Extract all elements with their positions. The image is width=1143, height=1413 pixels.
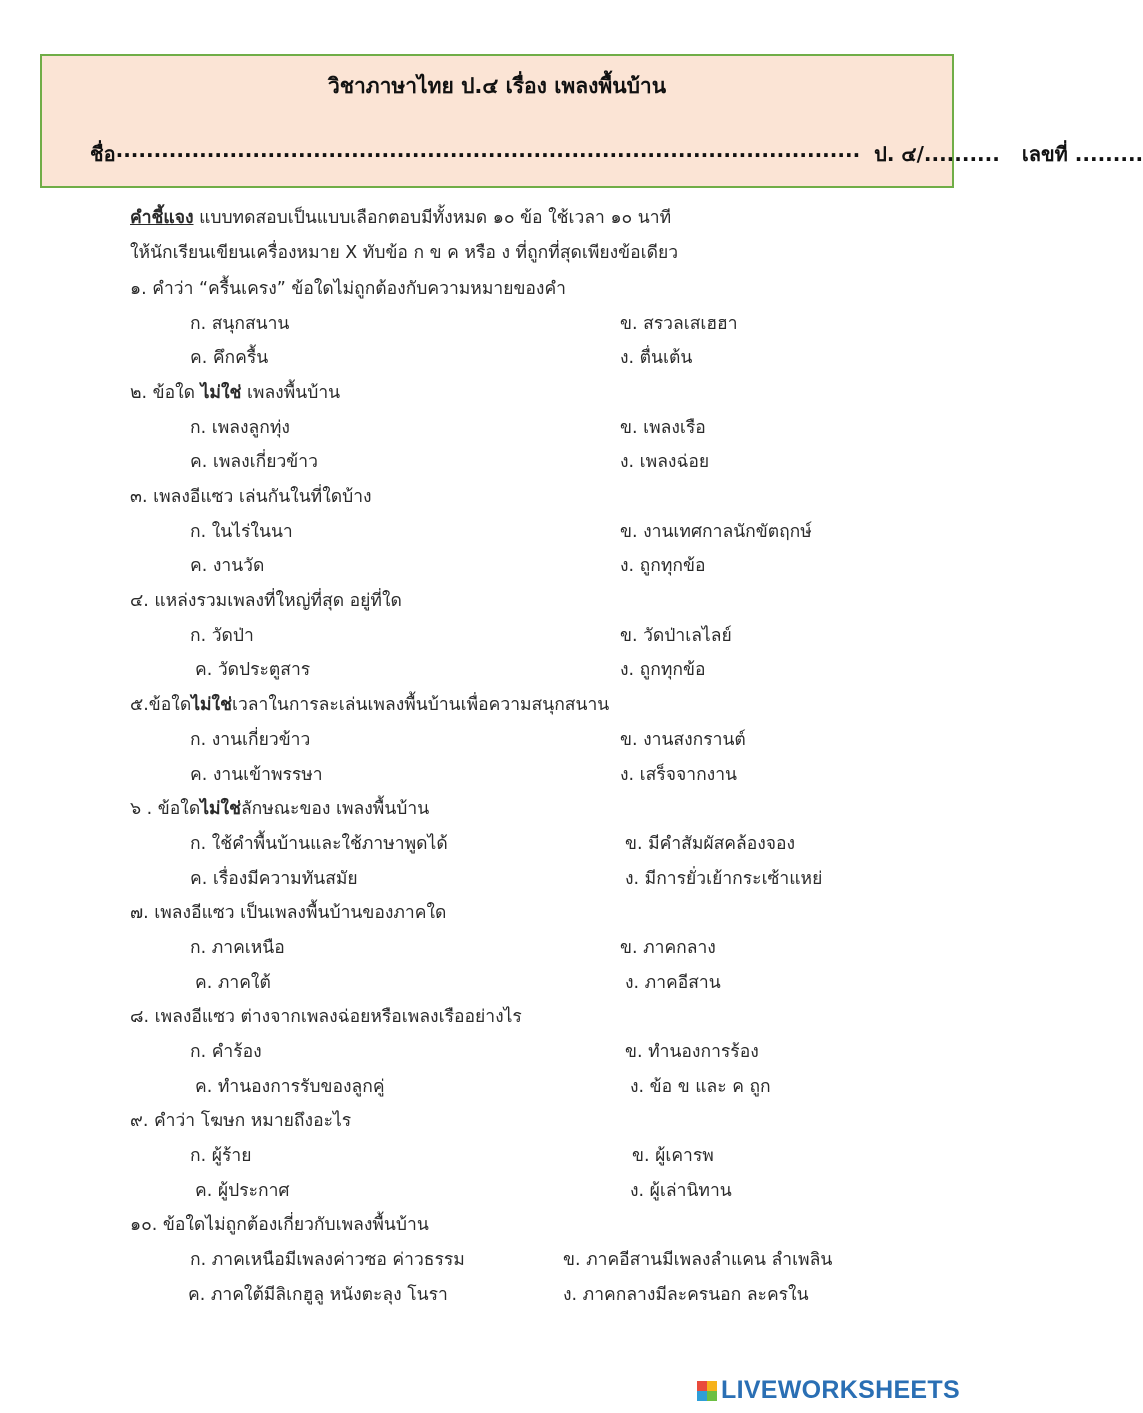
question-5: ๕.ข้อใดไม่ใช่เวลาในการละเล่นเพลงพื้นบ้านเพื่อความสนุกสนาน	[130, 695, 610, 715]
instructions-label: คำชี้แจง	[130, 208, 194, 228]
choice-2d[interactable]: ง. เพลงฉ่อย	[620, 452, 710, 472]
choice-8c[interactable]: ค. ทำนองการรับของลูกคู่	[195, 1077, 385, 1097]
class-field[interactable]: ป. ๔/..........	[874, 142, 1000, 166]
choice-5c[interactable]: ค. งานเข้าพรรษา	[190, 765, 323, 785]
question-2: ๒. ข้อใด ไม่ใช่ เพลงพื้นบ้าน	[130, 383, 341, 403]
question-10: ๑๐. ข้อใดไม่ถูกต้องเกี่ยวกับเพลงพื้นบ้าน	[130, 1215, 429, 1235]
choice-7d[interactable]: ง. ภาคอีสาน	[625, 973, 721, 993]
choice-5b[interactable]: ข. งานสงกรานต์	[620, 730, 746, 750]
question-6: ๖ . ข้อใดไม่ใช่ลักษณะของ เพลงพื้นบ้าน	[130, 799, 430, 819]
choice-6b[interactable]: ข. มีคำสัมผัสคล้องจอง	[625, 834, 796, 854]
instructions-line-2: ให้นักเรียนเขียนเครื่องหมาย X ทับข้อ ก ข ค หรือ ง ที่ถูกที่สุดเพียงข้อเดียว	[130, 243, 679, 263]
choice-7b[interactable]: ข. ภาคกลาง	[620, 938, 716, 958]
instructions	[130, 201, 678, 271]
question-9: ๙. คำว่า โฆษก หมายถึงอะไร	[130, 1111, 352, 1131]
worksheet-title: วิชาภาษาไทย ป.๔ เรื่อง เพลงพื้นบ้าน	[327, 74, 667, 98]
choice-4a[interactable]: ก. วัดป่า	[190, 626, 254, 646]
header-box	[40, 54, 1143, 188]
liveworksheets-logo[interactable]	[697, 1376, 960, 1405]
choice-3c[interactable]: ค. งานวัด	[190, 556, 265, 576]
choice-4c[interactable]: ค. วัดประตูสาร	[195, 660, 311, 680]
choice-2c[interactable]: ค. เพลงเกี่ยวข้าว	[190, 452, 318, 472]
choice-9a[interactable]: ก. ผู้ร้าย	[190, 1146, 252, 1166]
question-1: ๑. คำว่า “ครื้นเครง” ข้อใดไม่ถูกต้องกับความหมายของคำ	[130, 279, 567, 299]
choice-8d[interactable]: ง. ข้อ ข และ ค ถูก	[630, 1077, 771, 1097]
choice-9d[interactable]: ง. ผู้เล่านิทาน	[630, 1181, 732, 1201]
choice-3b[interactable]: ข. งานเทศกาลนักขัตฤกษ์	[620, 522, 812, 542]
choice-3d[interactable]: ง. ถูกทุกข้อ	[620, 556, 706, 576]
question-4: ๔. แหล่งรวมเพลงที่ใหญ่ที่สุด อยู่ที่ใด	[130, 591, 402, 611]
choice-6a[interactable]: ก. ใช้คำพื้นบ้านและใช้ภาษาพูดได้	[190, 834, 448, 854]
liveworksheets-logo-icon	[697, 1381, 717, 1401]
choice-9c[interactable]: ค. ผู้ประกาศ	[195, 1181, 290, 1201]
student-info-line	[90, 138, 1143, 170]
instructions-line-1: แบบทดสอบเป็นแบบเลือกตอบมีทั้งหมด ๑๐ ข้อ ใช้เวลา ๑๐ นาที	[193, 208, 672, 228]
choice-1d[interactable]: ง. ตื่นเต้น	[620, 348, 693, 368]
choice-1c[interactable]: ค. คึกครื้น	[190, 348, 269, 368]
choice-2b[interactable]: ข. เพลงเรือ	[620, 418, 706, 438]
choice-1a[interactable]: ก. สนุกสนาน	[190, 314, 290, 334]
choice-10d[interactable]: ง. ภาคกลางมีละครนอก ละครใน	[563, 1285, 809, 1305]
choice-6c[interactable]: ค. เรื่องมีความทันสมัย	[190, 869, 358, 889]
choice-8b[interactable]: ข. ทำนองการร้อง	[625, 1042, 759, 1062]
question-3: ๓. เพลงอีแซว เล่นกันในที่ใดบ้าง	[130, 487, 372, 507]
choice-6d[interactable]: ง. มีการยั่วเย้ากระเซ้าแหย่	[625, 869, 823, 889]
number-field[interactable]: เลขที่ .........	[1021, 142, 1143, 166]
question-8: ๘. เพลงอีแซว ต่างจากเพลงฉ่อยหรือเพลงเรืออย่างไร	[130, 1007, 522, 1027]
choice-9b[interactable]: ข. ผู้เคารพ	[632, 1146, 714, 1166]
liveworksheets-logo-text: LIVEWORKSHEETS	[721, 1376, 960, 1404]
choice-10c[interactable]: ค. ภาคใต้มีลิเกฮูลู หนังตะลุง โนรา	[188, 1285, 448, 1305]
choice-7c[interactable]: ค. ภาคใต้	[195, 973, 271, 993]
choice-8a[interactable]: ก. คำร้อง	[190, 1042, 262, 1062]
choice-7a[interactable]: ก. ภาคเหนือ	[190, 938, 285, 958]
choice-4b[interactable]: ข. วัดป่าเลไลย์	[620, 626, 732, 646]
choice-2a[interactable]: ก. เพลงลูกทุ่ง	[190, 418, 290, 438]
name-field[interactable]: ..................................................................................................	[115, 138, 861, 162]
choice-5d[interactable]: ง. เสร็จจากงาน	[620, 765, 737, 785]
choice-5a[interactable]: ก. งานเกี่ยวข้าว	[190, 730, 311, 750]
choice-3a[interactable]: ก. ในไร่ในนา	[190, 522, 293, 542]
choice-1b[interactable]: ข. สรวลเสเฮฮา	[620, 314, 738, 334]
choice-4d[interactable]: ง. ถูกทุกข้อ	[620, 660, 706, 680]
name-label: ชื่อ	[90, 142, 116, 166]
choice-10b[interactable]: ข. ภาคอีสานมีเพลงลำแคน ลำเพลิน	[563, 1250, 833, 1270]
question-7: ๗. เพลงอีแซว เป็นเพลงพื้นบ้านของภาคใด	[130, 903, 447, 923]
choice-10a[interactable]: ก. ภาคเหนือมีเพลงค่าวซอ ค่าวธรรม	[190, 1250, 465, 1270]
